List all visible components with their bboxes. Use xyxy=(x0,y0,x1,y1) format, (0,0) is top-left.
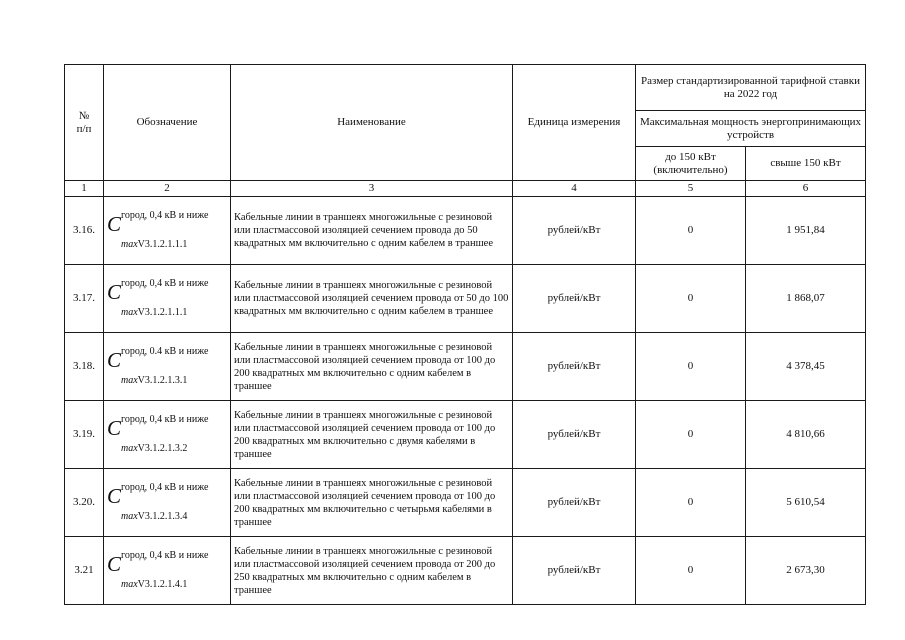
designation-superscript: город, 0,4 кВ и ниже xyxy=(121,210,209,221)
designation-code: V3.1.2.1.3.2 xyxy=(137,443,188,454)
designation-code: V3.1.2.1.1.1 xyxy=(137,239,188,250)
designation-symbol: C xyxy=(107,484,122,508)
designation-symbol: C xyxy=(107,416,122,440)
table-row xyxy=(65,537,866,605)
row-rate-over150: 4 810,66 xyxy=(746,401,866,469)
table-body xyxy=(65,197,866,605)
row-rate-over150: 5 610,54 xyxy=(746,469,866,537)
designation-superscript: город, 0,4 кВ и ниже xyxy=(121,550,209,561)
header-rate-group: Размер стандартизированной тарифной ставки на 2022 год xyxy=(636,65,866,111)
row-number: 3.21 xyxy=(65,537,104,605)
row-designation xyxy=(104,333,231,401)
row-rate-upto150: 0 xyxy=(636,197,746,265)
row-rate-upto150: 0 xyxy=(636,469,746,537)
designation-symbol: C xyxy=(107,552,122,576)
column-number: 5 xyxy=(636,181,746,197)
row-name: Кабельные линии в траншеях многожильные с резиновой или пластмассовой изоляцией сечением провода от 100 до 200 квадратных мм включительно с одним кабелем в траншее xyxy=(231,333,513,401)
designation-code: V3.1.2.1.3.4 xyxy=(137,511,188,522)
designation-symbol: C xyxy=(107,348,122,372)
designation-superscript: город, 0,4 кВ и ниже xyxy=(121,414,209,425)
row-designation xyxy=(104,537,231,605)
column-number: 2 xyxy=(104,181,231,197)
column-number: 3 xyxy=(231,181,513,197)
row-rate-over150: 1 868,07 xyxy=(746,265,866,333)
row-unit: рублей/кВт xyxy=(513,197,636,265)
designation-code: V3.1.2.1.3.1 xyxy=(137,375,188,386)
row-rate-upto150: 0 xyxy=(636,401,746,469)
header-name: Наименование xyxy=(231,65,513,181)
row-name: Кабельные линии в траншеях многожильные с резиновой или пластмассовой изоляцией сечением провода от 200 до 250 квадратных мм включительно с одним кабелем в траншее xyxy=(231,537,513,605)
table-row xyxy=(65,469,866,537)
table-row xyxy=(65,197,866,265)
designation-subscript: max xyxy=(121,375,138,386)
table-row xyxy=(65,333,866,401)
designation-code: V3.1.2.1.1.1 xyxy=(137,307,188,318)
row-unit: рублей/кВт xyxy=(513,537,636,605)
row-rate-over150: 2 673,30 xyxy=(746,537,866,605)
designation-subscript: max xyxy=(121,579,138,590)
designation-symbol: C xyxy=(107,280,122,304)
row-rate-upto150: 0 xyxy=(636,265,746,333)
row-unit: рублей/кВт xyxy=(513,265,636,333)
row-number: 3.16. xyxy=(65,197,104,265)
table-row xyxy=(65,265,866,333)
row-designation xyxy=(104,197,231,265)
row-unit: рублей/кВт xyxy=(513,469,636,537)
designation-code: V3.1.2.1.4.1 xyxy=(137,579,188,590)
column-number: 1 xyxy=(65,181,104,197)
header-over150: свыше 150 кВт xyxy=(746,147,866,181)
row-designation xyxy=(104,265,231,333)
designation-superscript: город, 0.4 кВ и ниже xyxy=(121,346,209,357)
column-number: 4 xyxy=(513,181,636,197)
row-number: 3.17. xyxy=(65,265,104,333)
designation-subscript: max xyxy=(121,239,138,250)
designation-subscript: max xyxy=(121,511,138,522)
designation-symbol: C xyxy=(107,212,122,236)
row-rate-upto150: 0 xyxy=(636,537,746,605)
header-power-group: Максимальная мощность энергопринимающих устройств xyxy=(636,111,866,147)
column-number-row xyxy=(65,181,866,197)
header-unit: Единица измерения xyxy=(513,65,636,181)
designation-superscript: город, 0,4 кВ и ниже xyxy=(121,278,209,289)
header-row-1 xyxy=(65,65,866,111)
row-designation xyxy=(104,401,231,469)
row-number: 3.18. xyxy=(65,333,104,401)
header-designation: Обозначение xyxy=(104,65,231,181)
row-unit: рублей/кВт xyxy=(513,333,636,401)
row-name: Кабельные линии в траншеях многожильные с резиновой или пластмассовой изоляцией сечением провода до 50 квадратных мм включительно с одним кабелем в траншее xyxy=(231,197,513,265)
header-upto150: до 150 кВт (включительно) xyxy=(636,147,746,181)
header-num: № п/п xyxy=(65,65,104,181)
row-rate-over150: 1 951,84 xyxy=(746,197,866,265)
row-unit: рублей/кВт xyxy=(513,401,636,469)
designation-subscript: max xyxy=(121,443,138,454)
row-number: 3.19. xyxy=(65,401,104,469)
tariff-table xyxy=(64,64,866,605)
row-rate-upto150: 0 xyxy=(636,333,746,401)
designation-subscript: max xyxy=(121,307,138,318)
table-row xyxy=(65,401,866,469)
row-name: Кабельные линии в траншеях многожильные с резиновой или пластмассовой изоляцией сечением провода от 100 до 200 квадратных мм включительно с двумя кабелями в траншее xyxy=(231,401,513,469)
designation-superscript: город, 0,4 кВ и ниже xyxy=(121,482,209,493)
column-number: 6 xyxy=(746,181,866,197)
row-designation xyxy=(104,469,231,537)
row-name: Кабельные линии в траншеях многожильные с резиновой или пластмассовой изоляцией сечением провода от 50 до 100 квадратных мм включительно с одним кабелем в траншее xyxy=(231,265,513,333)
row-number: 3.20. xyxy=(65,469,104,537)
row-rate-over150: 4 378,45 xyxy=(746,333,866,401)
row-name: Кабельные линии в траншеях многожильные с резиновой или пластмассовой изоляцией сечением провода от 100 до 200 квадратных мм включительно с четырьмя кабелями в траншее xyxy=(231,469,513,537)
